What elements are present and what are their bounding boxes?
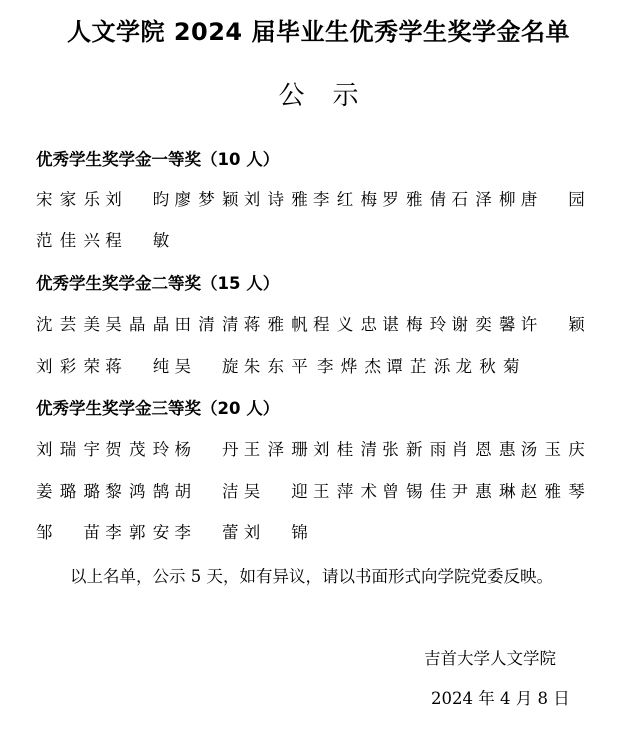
student-name: 杨 丹 bbox=[174, 440, 239, 459]
name-row bbox=[36, 520, 308, 546]
student-name: 沈芸美 bbox=[36, 315, 100, 334]
student-name: 刘桂清 bbox=[313, 440, 377, 459]
document-title: 人文学院 2024 届毕业生优秀学生奖学金名单 bbox=[66, 18, 570, 46]
student-name: 李 蕾 bbox=[174, 523, 239, 542]
student-name: 谭芷泺 bbox=[386, 357, 451, 376]
student-name: 程 敏 bbox=[105, 231, 170, 250]
student-name: 谢奕馨 bbox=[451, 315, 516, 334]
student-name: 赵雅琴 bbox=[520, 482, 585, 501]
student-name: 宋家乐 bbox=[36, 190, 100, 209]
name-row bbox=[36, 437, 585, 463]
signature: 吉首大学人文学院 bbox=[424, 649, 556, 668]
student-name: 黎鸿鹄 bbox=[105, 482, 170, 501]
student-name: 曾锡佳 bbox=[382, 482, 447, 501]
student-name: 蒋雅帆 bbox=[243, 315, 308, 334]
student-name: 许 颖 bbox=[520, 315, 585, 334]
student-name: 田清清 bbox=[174, 315, 239, 334]
student-name: 刘 锦 bbox=[243, 523, 308, 542]
student-name: 唐 园 bbox=[520, 190, 585, 209]
student-name: 龙秋菊 bbox=[455, 357, 520, 376]
student-name: 李红梅 bbox=[313, 190, 377, 209]
name-row bbox=[36, 312, 585, 338]
student-name: 范佳兴 bbox=[36, 231, 100, 250]
student-name: 廖梦颖 bbox=[174, 190, 239, 209]
student-name: 刘彩荣 bbox=[36, 357, 100, 376]
name-row bbox=[36, 187, 585, 213]
student-name: 贺茂玲 bbox=[105, 440, 170, 459]
student-name: 李烨杰 bbox=[317, 357, 381, 376]
section-heading-first-prize: 优秀学生奖学金一等奖（10 人） bbox=[36, 150, 280, 169]
student-name: 吴 迎 bbox=[243, 482, 308, 501]
student-name: 刘 昀 bbox=[105, 190, 170, 209]
student-name: 朱东平 bbox=[243, 357, 308, 376]
student-name: 蒋 纯 bbox=[105, 357, 170, 376]
student-name: 邹 苗 bbox=[36, 523, 100, 542]
student-name: 李郭安 bbox=[105, 523, 170, 542]
notice-text: 以上名单，公示 5 天，如有异议，请以书面形式向学院党委反映。 bbox=[70, 567, 553, 586]
student-name: 谌梅玲 bbox=[382, 315, 447, 334]
student-name: 吴 旋 bbox=[174, 357, 239, 376]
student-name: 石泽柳 bbox=[451, 190, 516, 209]
student-name: 汤玉庆 bbox=[520, 440, 585, 459]
section-heading-second-prize: 优秀学生奖学金二等奖（15 人） bbox=[36, 274, 280, 293]
student-name: 尹惠琳 bbox=[451, 482, 516, 501]
student-name: 王萍术 bbox=[313, 482, 377, 501]
student-name: 王泽珊 bbox=[243, 440, 308, 459]
name-row bbox=[36, 228, 169, 254]
student-name: 胡 洁 bbox=[174, 482, 239, 501]
document-subtitle: 公示 bbox=[278, 81, 387, 111]
student-name: 吴晶晶 bbox=[105, 315, 170, 334]
student-name: 程义忠 bbox=[313, 315, 377, 334]
student-name: 肖恩惠 bbox=[451, 440, 516, 459]
student-name: 刘诗雅 bbox=[243, 190, 308, 209]
name-row bbox=[36, 479, 585, 505]
name-row bbox=[36, 354, 520, 380]
section-heading-third-prize: 优秀学生奖学金三等奖（20 人） bbox=[36, 399, 280, 418]
student-name: 刘瑞宇 bbox=[36, 440, 100, 459]
student-name: 张新雨 bbox=[382, 440, 447, 459]
student-name: 姜璐璐 bbox=[36, 482, 100, 501]
student-name: 罗雅倩 bbox=[382, 190, 447, 209]
date: 2024 年 4 月 8 日 bbox=[431, 689, 570, 708]
